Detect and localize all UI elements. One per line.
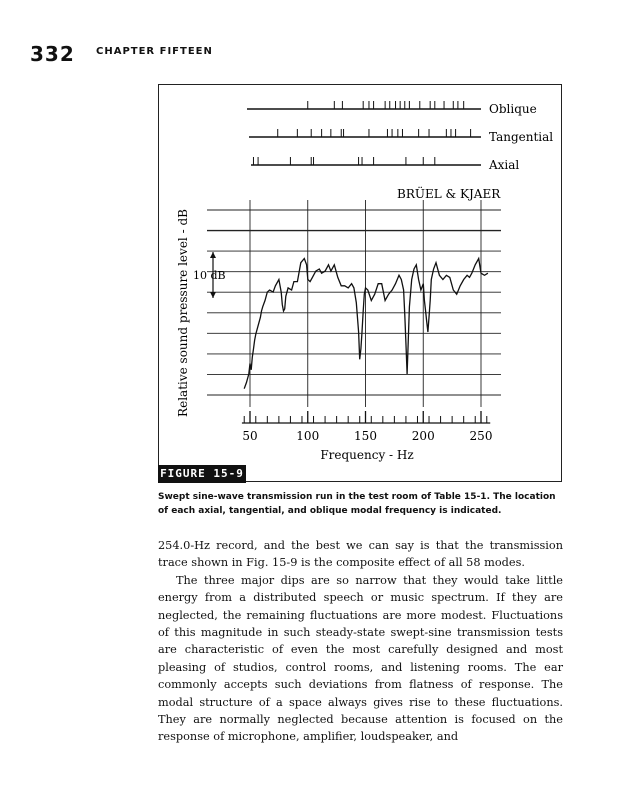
chapter-title: CHAPTER FIFTEEN xyxy=(96,46,213,57)
body-paragraph: The three major dips are so narrow that they would take little energy from a distributed speech or music spectrum. If they are neglected, the remaining fluctuations are more modest. Fluctuations of this magnitude in such steady-state swept-sine transmission tests are characteristic of even the most carefully designed and most pleasing of studios, control rooms, and listening rooms. The ear commonly accepts such deviations from flatness of response. The modal structure of a space always gives rise to these fluctuations. They are normally neglected because attention is focused on the response of microphone, amplifier, loudspeaker, and xyxy=(158,573,563,744)
x-tick-label: 250 xyxy=(469,429,493,443)
scale-marker-arrow-down xyxy=(210,292,216,298)
x-tick-label: 50 xyxy=(242,429,258,443)
x-axis-label: Frequency - Hz xyxy=(320,448,414,462)
response-trace xyxy=(244,259,488,389)
brand-label: BRÜEL & KJAER xyxy=(397,187,501,201)
figure-frame xyxy=(158,84,562,482)
scale-marker-label: 10 dB xyxy=(193,269,226,282)
body-text xyxy=(158,537,563,746)
mode-row-label: Tangential xyxy=(489,130,554,144)
response-chart xyxy=(159,85,561,481)
mode-row-label: Oblique xyxy=(489,102,537,116)
figure-label: FIGURE 15-9 xyxy=(158,465,246,483)
x-tick-label: 150 xyxy=(354,429,377,443)
x-tick-label: 200 xyxy=(411,429,435,443)
page-number: 332 xyxy=(30,42,75,66)
body-paragraph: 254.0-Hz record, and the best we can say is that the transmission trace shown in Fig. 15-9 is the composite effect of all 58 modes. xyxy=(158,539,563,570)
figure-caption: Swept sine-wave transmission run in the test room of Table 15-1. The location of each axial, tangential, and oblique modal frequency is indicated. xyxy=(158,492,556,516)
mode-row-label: Axial xyxy=(489,158,520,172)
y-axis-label: Relative sound pressure level - dB xyxy=(176,209,190,417)
x-tick-label: 100 xyxy=(296,429,320,443)
scale-marker-arrow-up xyxy=(210,252,216,258)
